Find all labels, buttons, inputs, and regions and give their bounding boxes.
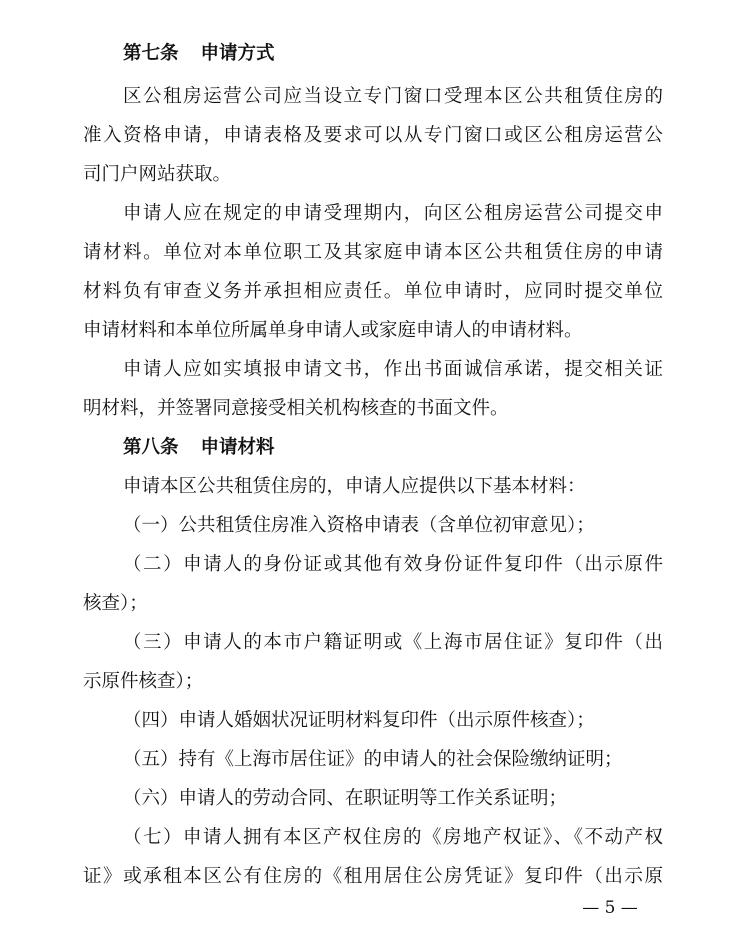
paragraph-line: 申请材料和本单位所属单身申请人或家庭申请人的申请材料。 bbox=[83, 320, 583, 341]
paragraph-line: 材料负有审查义务并承担相应责任。单位申请时，应同时提交单位 bbox=[83, 281, 663, 302]
document-body bbox=[83, 38, 663, 887]
list-item: （六）申请人的劳动合同、在职证明等工作关系证明； bbox=[123, 788, 568, 809]
paragraph-line: 申请人应在规定的申请受理期内，向区公租房运营公司提交申 bbox=[123, 203, 663, 224]
list-item: （七）申请人拥有本区产权住房的《房地产权证》、《不动产权 bbox=[123, 827, 663, 848]
paragraph-line: 请材料。单位对本单位职工及其家庭申请本区公共租赁住房的申请 bbox=[83, 242, 663, 263]
paragraph-line: 司门户网站获取。 bbox=[83, 164, 232, 185]
list-item: （二）申请人的身份证或其他有效身份证件复印件（出示原件 bbox=[123, 554, 663, 575]
article-7-heading bbox=[83, 44, 663, 64]
list-item: （五）持有《上海市居住证》的申请人的社会保险缴纳证明； bbox=[123, 749, 623, 770]
article-8-title: 申请材料 bbox=[200, 437, 275, 458]
article-8-number: 第八条 bbox=[123, 437, 179, 458]
list-item-continuation: 示原件核查）； bbox=[83, 671, 204, 692]
paragraph-line: 区公租房运营公司应当设立专门窗口受理本区公共租赁住房的 bbox=[123, 86, 663, 107]
list-item-continuation: 核查）； bbox=[83, 593, 148, 614]
list-item: （一）公共租赁住房准入资格申请表（含单位初审意见）； bbox=[123, 515, 595, 536]
page-number: — 5 — bbox=[582, 898, 638, 918]
list-item: （四）申请人婚姻状况证明材料复印件（出示原件核查）； bbox=[123, 710, 595, 731]
article-7-number: 第七条 bbox=[123, 43, 179, 64]
paragraph-line: 明材料，并签署同意接受相关机构核查的书面文件。 bbox=[83, 398, 509, 419]
list-item-continuation: 证》或承租本区公有住房的《租用居住公房凭证》复印件（出示原 bbox=[83, 866, 663, 887]
paragraph-line: 申请人应如实填报申请文书，作出书面诚信承诺，提交相关证 bbox=[123, 359, 663, 380]
list-item: （三）申请人的本市户籍证明或《上海市居住证》复印件（出 bbox=[123, 632, 663, 653]
paragraph-line: 申请本区公共租赁住房的，申请人应提供以下基本材料： bbox=[123, 476, 586, 497]
paragraph-line: 准入资格申请，申请表格及要求可以从专门窗口或区公租房运营公 bbox=[83, 125, 663, 146]
article-7-title: 申请方式 bbox=[200, 43, 275, 64]
article-8-heading bbox=[83, 438, 663, 458]
